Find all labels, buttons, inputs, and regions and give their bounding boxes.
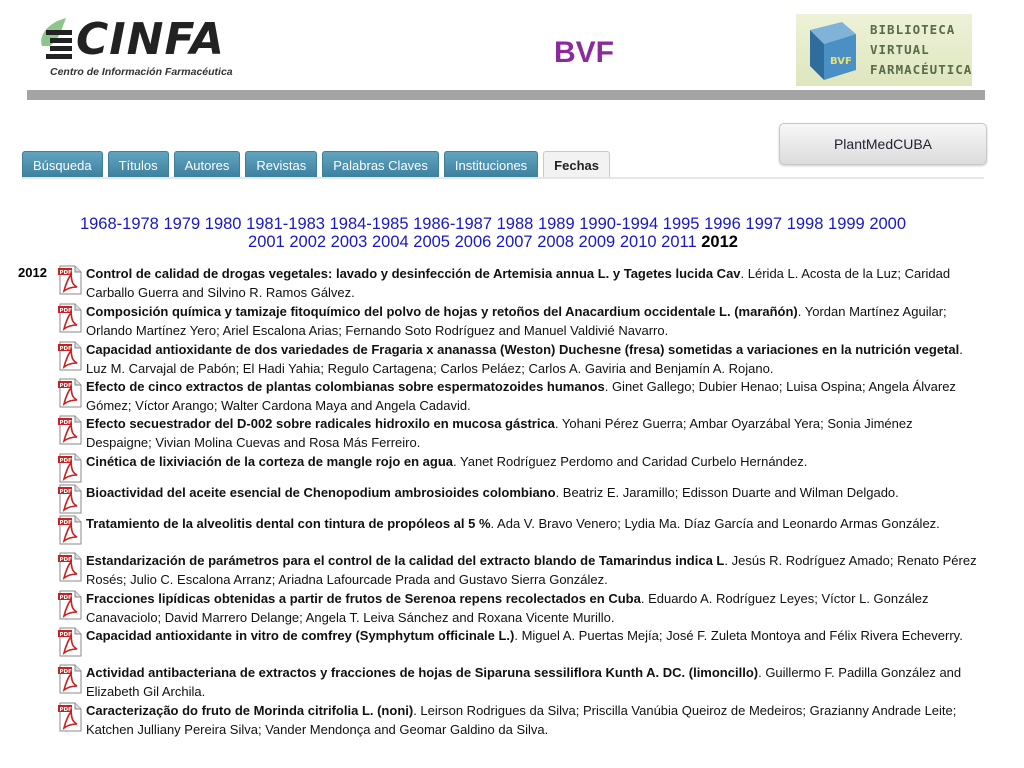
year-link[interactable]: 1999	[828, 215, 865, 233]
tab-bar	[22, 151, 615, 177]
result-title[interactable]: Efecto de cinco extractos de plantas colombianas sobre espermatozoides humanos	[86, 379, 605, 394]
bvf-logo	[796, 14, 972, 86]
result-authors: . Leirson Rodrigues da Silva; Priscilla Vanúbia Queiroz de Medeiros; Grazianny Andrade Leite; Katchen Julliany Pereira Silva; Vander Mendonça and Geomar Galdino da Silva.	[86, 703, 957, 737]
year-link[interactable]: 2009	[578, 233, 616, 251]
result-authors: . Yohani Pérez Guerra; Ambar Oyarzábal Yera; Sonia Jiménez Despaigne; Vivian Molina Cuevas and Rosa Más Ferreiro.	[86, 416, 913, 450]
cinfa-subtitle: Centro de Información Farmacéutica	[50, 66, 233, 78]
svg-text:PDF: PDF	[59, 420, 72, 426]
year-link[interactable]: 1996	[704, 215, 741, 233]
svg-text:PDF: PDF	[59, 520, 72, 526]
pdf-icon[interactable]	[57, 484, 83, 514]
svg-text:PDF: PDF	[59, 557, 72, 563]
page-title: BVF	[554, 36, 614, 69]
result-authors: . Lérida L. Acosta de la Luz; Caridad Carballo Guerra and Silvino R. Ramos Gálvez.	[86, 266, 951, 300]
cinfa-wordmark: CINFA	[76, 14, 225, 65]
year-current: 2012	[701, 233, 738, 251]
pdf-icon[interactable]	[57, 702, 83, 732]
result-title[interactable]: Caracterização do fruto de Morinda citrifolia L. (noni)	[86, 703, 414, 718]
result-authors: . Ada V. Bravo Venero; Lydia Ma. Díaz García and Leonardo Armas González.	[490, 516, 940, 531]
bvf-book-label: BVF	[830, 56, 852, 67]
year-link[interactable]: 2002	[289, 233, 327, 251]
result-authors: . Beatriz E. Jaramillo; Edisson Duarte and Wilman Delgado.	[555, 485, 899, 500]
year-link[interactable]: 1990-1994	[579, 215, 659, 233]
bvf-logo-line: VIRTUAL	[870, 42, 930, 57]
year-link[interactable]: 1968-1978	[79, 215, 159, 233]
result-authors: . Jesús R. Rodríguez Amado; Renato Pérez Rosés; Julio C. Escalona Arranz; Ariadna Lafourcade Prada and Gustavo Sierra González.	[86, 553, 977, 587]
results-year-label: 2012	[18, 265, 47, 280]
svg-text:PDF: PDF	[59, 632, 72, 638]
tab-palabras-claves[interactable]: Palabras Claves	[322, 151, 439, 178]
cinfa-leaf-icon	[36, 16, 80, 68]
result-title[interactable]: Composición química y tamizaje fitoquímico del polvo de hojas y retoños del Anacardium occidentale L. (marañón)	[86, 304, 798, 319]
year-link[interactable]: 2003	[330, 233, 368, 251]
result-title[interactable]: Efecto secuestrador del D-002 sobre radicales hidroxilo en mucosa gástrica	[86, 416, 555, 431]
pdf-icon[interactable]	[57, 415, 83, 445]
tab-autores[interactable]: Autores	[174, 151, 241, 178]
svg-text:PDF: PDF	[59, 383, 72, 389]
pdf-icon[interactable]	[57, 664, 83, 694]
year-link[interactable]: 2011	[661, 233, 697, 251]
svg-text:PDF: PDF	[59, 346, 72, 352]
year-link[interactable]: 1989	[537, 215, 575, 233]
tab-instituciones[interactable]: Instituciones	[444, 151, 538, 178]
tab-fechas[interactable]: Fechas	[543, 151, 610, 178]
result-title[interactable]: Control de calidad de drogas vegetales: lavado y desinfección de Artemisia annua L. y Tagetes lucida Cav	[86, 266, 741, 281]
result-title[interactable]: Bioactividad del aceite esencial de Chenopodium ambrosioides colombiano	[86, 485, 556, 500]
year-link[interactable]: 1984-1985	[329, 215, 409, 233]
result-title[interactable]: Fracciones lipídicas obtenidas a partir de frutos de Serenoa repens recolectados en Cuba	[86, 591, 641, 606]
book-icon	[802, 20, 862, 82]
year-link[interactable]: 2005	[413, 233, 450, 251]
header-divider	[27, 90, 985, 100]
year-link[interactable]: 1980	[204, 215, 242, 233]
year-link[interactable]: 1988	[496, 215, 534, 233]
pdf-icon[interactable]	[57, 453, 83, 483]
result-authors: . Miguel A. Puertas Mejía; José F. Zuleta Montoya and Félix Rivera Echeverry.	[514, 628, 963, 643]
pdf-icon[interactable]	[57, 303, 83, 333]
result-authors: . Eduardo A. Rodríguez Leyes; Víctor L. González Canavaciolo; David Marrero Delange; Angela T. Leiva Sánchez and Roxana Vicente Murillo.	[86, 591, 929, 625]
year-link[interactable]: 1981-1983	[246, 215, 325, 233]
year-link[interactable]: 2001	[248, 233, 285, 251]
year-link[interactable]: 1995	[662, 215, 700, 233]
year-link[interactable]: 2010	[619, 233, 657, 251]
plantmedcuba-button[interactable]: PlantMedCUBA	[779, 123, 987, 165]
result-title[interactable]: Actividad antibacteriana de extractos y fracciones de hojas de Siparuna sessiliflora Kunth A. DC. (limoncillo)	[86, 665, 759, 680]
year-link[interactable]: 2006	[454, 233, 492, 251]
year-links	[22, 215, 964, 251]
result-authors: . Yordan Martínez Aguilar; Orlando Martínez Yero; Ariel Escalona Arias; Fernando Soto Rodríguez and Manuel Valdivié Navarro.	[86, 304, 947, 338]
tab-bar-underline	[22, 177, 984, 179]
tab-busqueda[interactable]: Búsqueda	[22, 151, 103, 178]
svg-text:PDF: PDF	[59, 669, 72, 675]
pdf-icon[interactable]	[57, 590, 83, 620]
year-link[interactable]: 1979	[163, 215, 201, 233]
year-link[interactable]: 1997	[745, 215, 783, 233]
pdf-icon[interactable]	[57, 378, 83, 408]
svg-text:PDF: PDF	[59, 489, 72, 495]
svg-text:PDF: PDF	[59, 308, 72, 314]
result-authors: . Guillermo F. Padilla González and Elizabeth Gil Archila.	[86, 665, 962, 699]
year-link[interactable]: 2007	[495, 233, 533, 251]
result-title[interactable]: Capacidad antioxidante de dos variedades de Fragaria x ananassa (Weston) Duchesne (fresa) sometidas a variaciones en la nutrición vegetal	[86, 342, 960, 357]
year-link[interactable]: 2000	[869, 215, 907, 233]
result-title[interactable]: Capacidad antioxidante in vitro de comfrey (Symphytum officinale L.)	[86, 628, 515, 643]
bvf-logo-line: FARMACÉUTICA	[870, 62, 973, 77]
year-link[interactable]: 2008	[537, 233, 574, 251]
result-title[interactable]: Estandarización de parámetros para el control de la calidad del extracto blando de Tamarindus indica L	[86, 553, 725, 568]
svg-text:PDF: PDF	[59, 458, 72, 464]
tab-titulos[interactable]: Títulos	[108, 151, 169, 178]
pdf-icon[interactable]	[57, 265, 83, 295]
year-link[interactable]: 1998	[786, 215, 824, 233]
result-authors: . Yanet Rodríguez Perdomo and Caridad Curbelo Hernández.	[453, 454, 808, 469]
cinfa-logo	[36, 14, 236, 84]
tab-revistas[interactable]: Revistas	[245, 151, 317, 178]
svg-text:PDF: PDF	[59, 707, 72, 713]
pdf-icon[interactable]	[57, 627, 83, 657]
svg-text:PDF: PDF	[59, 270, 72, 276]
result-title[interactable]: Tratamiento de la alveolitis dental con tintura de propóleos al 5 %	[86, 516, 491, 531]
result-authors: . Luz M. Carvajal de Pabón; El Hadi Yahia; Regulo Cartagena; Carlos Peláez; Carlos A. Gaviria and Benjamín A. Rojano.	[86, 342, 963, 376]
year-link[interactable]: 1986-1987	[413, 215, 493, 233]
year-link[interactable]: 2004	[371, 233, 409, 251]
bvf-logo-line: BIBLIOTECA	[870, 22, 956, 37]
pdf-icon[interactable]	[57, 515, 83, 545]
result-authors: . Ginet Gallego; Dubier Henao; Luisa Ospina; Angela Álvarez Gómez; Víctor Arango; Walter Cardona Maya and Angela Cadavid.	[86, 379, 956, 413]
svg-text:PDF: PDF	[59, 595, 72, 601]
result-title[interactable]: Cinética de lixiviación de la corteza de mangle rojo en agua	[86, 454, 454, 469]
pdf-icon[interactable]	[57, 341, 83, 371]
pdf-icon[interactable]	[57, 552, 83, 582]
